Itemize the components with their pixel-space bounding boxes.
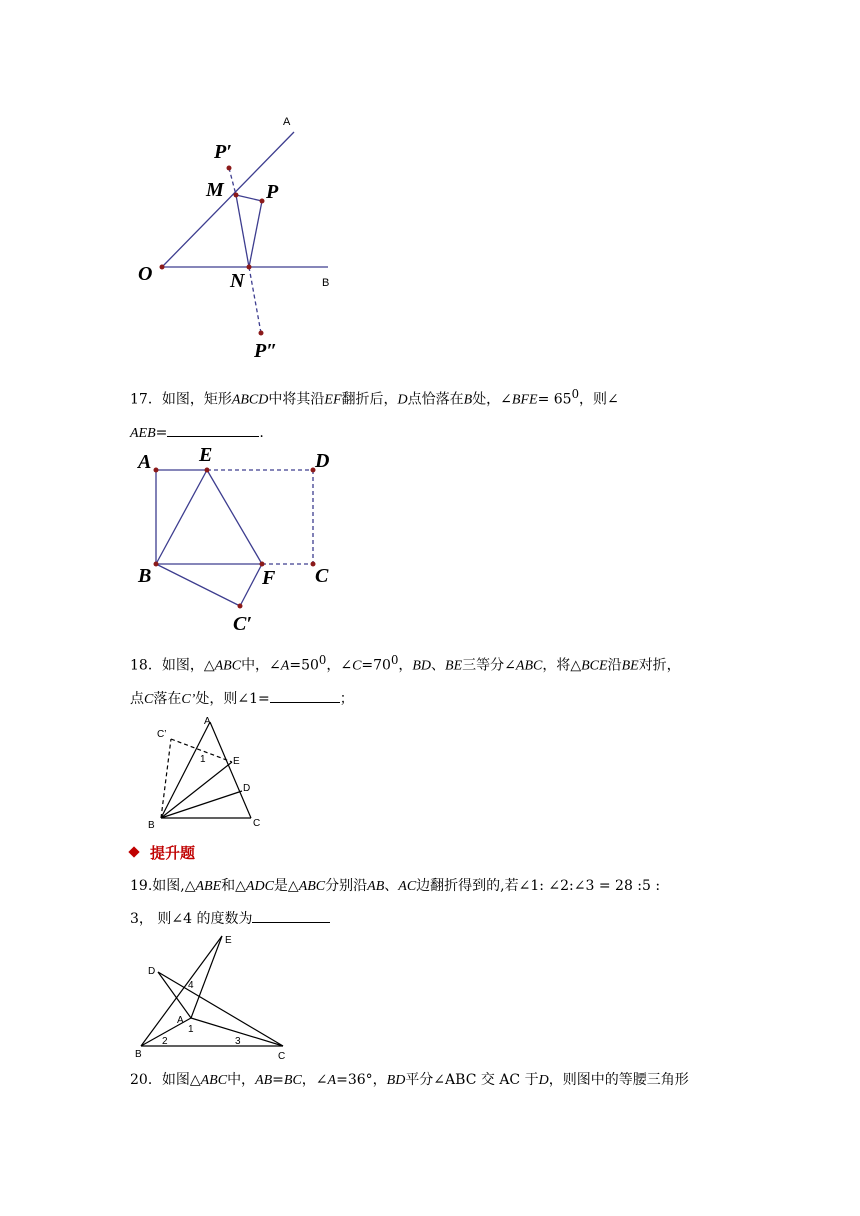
label-c: C xyxy=(315,565,329,587)
segment-da xyxy=(158,972,191,1018)
math-c: C xyxy=(144,691,154,707)
math-d: D xyxy=(538,1073,549,1088)
text: 如图△ xyxy=(161,1072,201,1088)
text: = xyxy=(272,1072,284,1088)
math-c: C xyxy=(352,658,362,674)
text: 落在 xyxy=(153,690,182,707)
text: 点 xyxy=(130,690,144,707)
math-bd: BD xyxy=(412,658,432,674)
label-a: A xyxy=(177,1015,184,1026)
label-c-prime: C’ xyxy=(157,729,167,740)
question-number: 19. xyxy=(130,878,153,894)
text: 中， xyxy=(227,1072,256,1088)
label-d: D xyxy=(315,450,330,472)
math-ab: AB xyxy=(367,879,385,894)
label-c-prime: C′ xyxy=(233,613,252,635)
text: 中将其沿 xyxy=(268,391,325,408)
label-a: A xyxy=(138,451,152,473)
label-angle-4: 4 xyxy=(188,980,194,991)
label-p-prime: P′ xyxy=(214,141,232,163)
math-ef: EF xyxy=(324,392,342,408)
label-angle-1: 1 xyxy=(200,754,206,765)
math-abc: ABC xyxy=(298,879,326,894)
text: 三等分∠ xyxy=(462,657,516,674)
label-b: B xyxy=(322,277,330,289)
text: = 65 xyxy=(537,391,572,408)
label-angle-3: 3 xyxy=(235,1036,241,1047)
label-angle-2: 2 xyxy=(162,1036,168,1047)
text: 如图,△ xyxy=(152,878,196,894)
text: 如图，矩形 xyxy=(161,391,232,408)
text: 处，则∠1= xyxy=(195,690,270,707)
label-d: D xyxy=(243,783,251,794)
segment-ae xyxy=(191,936,222,1018)
text: ， xyxy=(398,657,413,674)
text: 沿 xyxy=(607,657,622,674)
label-a: A xyxy=(204,716,211,727)
text: 平分∠ABC 交 AC 于 xyxy=(405,1072,539,1088)
math-abc: ABC xyxy=(515,658,543,674)
math-b: B xyxy=(463,392,473,408)
math-c-prime: C’ xyxy=(181,691,196,707)
label-e: E xyxy=(233,756,240,767)
label-f: F xyxy=(262,567,276,589)
text: =70 xyxy=(361,657,391,674)
label-p-double-prime: P″ xyxy=(254,340,278,362)
label-e: E xyxy=(199,444,213,466)
text: 中，∠ xyxy=(241,657,281,674)
math-aeb: AEB xyxy=(130,425,156,441)
math-ab: AB xyxy=(255,1073,273,1088)
label-b: B xyxy=(138,565,152,587)
segment-be xyxy=(141,936,222,1046)
text: = xyxy=(155,424,168,441)
question-number: 20． xyxy=(130,1072,162,1088)
text: ，∠ xyxy=(301,1072,328,1088)
superscript: 0 xyxy=(390,653,399,667)
label-c: C xyxy=(253,818,261,829)
text: 、 xyxy=(431,657,446,674)
question-number: 18． xyxy=(130,657,162,674)
label-b: B xyxy=(135,1049,142,1060)
superscript: 0 xyxy=(571,387,579,401)
text: 点恰落在 xyxy=(407,391,464,408)
math-bfe: BFE xyxy=(511,392,538,408)
question-20 xyxy=(130,1064,730,1097)
label-c: C xyxy=(278,1051,286,1062)
math-abc: ABC xyxy=(200,1073,228,1088)
label-n: N xyxy=(230,270,245,292)
section-title-text: 提升题 xyxy=(150,844,196,862)
math-be: BE xyxy=(621,658,639,674)
text: 对折， xyxy=(638,657,681,674)
text: 边翻折得到的,若∠1: ∠2:∠3 = 28 :5 : xyxy=(416,878,661,894)
text: 3， 则∠4 的度数为 xyxy=(130,911,253,927)
label-m: M xyxy=(206,179,224,201)
math-a: A xyxy=(280,658,290,674)
text: ，则图中的等腰三角形 xyxy=(548,1072,689,1088)
text: ，将△ xyxy=(542,657,582,674)
label-b: B xyxy=(148,820,155,831)
text: 和△ xyxy=(221,878,246,894)
text: . xyxy=(259,424,264,441)
label-d: D xyxy=(148,966,156,977)
math-a: A xyxy=(327,1073,337,1088)
text: 翻折后， xyxy=(341,391,398,408)
text: =36°， xyxy=(336,1072,387,1088)
superscript: 0 xyxy=(318,653,327,667)
text: =50 xyxy=(289,657,319,674)
segment-dc xyxy=(158,972,283,1046)
text: ，则∠ xyxy=(579,391,619,408)
text: 处，∠ xyxy=(472,391,512,408)
label-angle-1: 1 xyxy=(188,1024,194,1035)
label-e: E xyxy=(225,935,232,946)
math-bd: BD xyxy=(386,1073,406,1088)
text: 、 xyxy=(384,878,399,894)
text: 分别沿 xyxy=(325,878,368,894)
math-abc: ABC xyxy=(214,658,242,674)
math-bc: BC xyxy=(283,1073,302,1088)
math-bce: BCE xyxy=(581,658,608,674)
question-number: 17． xyxy=(130,391,162,408)
math-abcd: ABCD xyxy=(231,392,269,408)
math-adc: ADC xyxy=(245,879,274,894)
text: 是△ xyxy=(273,878,299,894)
math-d: D xyxy=(397,392,408,408)
label-a: A xyxy=(283,116,291,128)
label-p: P xyxy=(266,181,279,203)
text: 如图，△ xyxy=(161,657,215,674)
math-abe: ABE xyxy=(195,879,222,894)
math-be: BE xyxy=(445,658,463,674)
label-o: O xyxy=(138,263,153,285)
text: ； xyxy=(339,690,354,707)
text: ，∠ xyxy=(326,657,353,674)
math-ac: AC xyxy=(398,879,417,894)
